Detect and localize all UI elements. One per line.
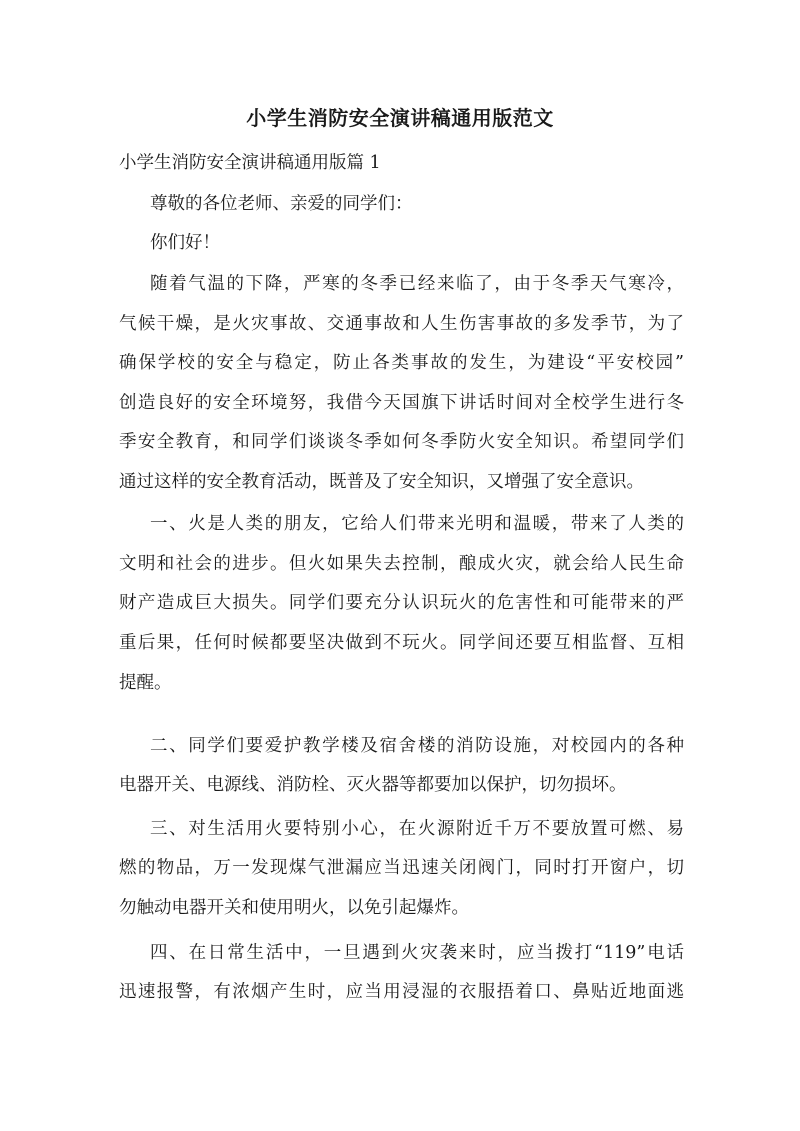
paragraph-line: 提醒。 — [119, 673, 172, 693]
paragraph-line: 二、同学们要爱护教学楼及宿舍楼的消防设施，对校园内的各种 — [150, 736, 684, 756]
paragraph-line: 重后果，任何时候都要坚决做到不玩火。同学间还要互相监督、互相 — [119, 633, 684, 653]
paragraph-line: 三、对生活用火要特别小心，在火源附近千万不要放置可燃、易 — [150, 819, 684, 839]
paragraph-line: 确保学校的安全与稳定，防止各类事故的发生，为建设“平安校园” — [119, 353, 684, 373]
paragraph-line: 文明和社会的进步。但火如果失去控制，酿成火灾，就会给人民生命 — [119, 554, 684, 574]
section-heading: 小学生消防安全演讲稿通用版篇 1 — [119, 153, 381, 173]
paragraph-line: 气候干燥，是火灾事故、交通事故和人生伤害事故的多发季节，为了 — [119, 314, 684, 334]
page-title: 小学生消防安全演讲稿通用版范文 — [246, 106, 554, 130]
paragraph-line: 电器开关、电源线、消防栓、灭火器等都要加以保护，切勿损坏。 — [119, 775, 627, 795]
paragraph-line: 四、在日常生活中，一旦遇到火灾袭来时，应当拨打“119”电话 — [150, 943, 684, 963]
paragraph-line: 勿触动电器开关和使用明火，以免引起爆炸。 — [119, 898, 469, 918]
paragraph-line: 财产造成巨大损失。同学们要充分认识玩火的危害性和可能带来的严 — [119, 593, 684, 613]
salutation: 尊敬的各位老师、亲爱的同学们： — [150, 194, 413, 214]
paragraph-line: 燃的物品，万一发现煤气泄漏应当迅速关闭阀门，同时打开窗户，切 — [119, 858, 684, 878]
paragraph-line: 一、火是人类的朋友，它给人们带来光明和温暖，带来了人类的 — [150, 514, 684, 534]
paragraph-line: 随着气温的下降，严寒的冬季已经来临了，由于冬季天气寒冷， — [150, 274, 684, 294]
paragraph-line: 创造良好的安全环境努，我借今天国旗下讲话时间对全校学生进行冬 — [119, 393, 684, 413]
paragraph-line: 通过这样的安全教育活动，既普及了安全知识，又增强了安全意识。 — [119, 472, 644, 492]
paragraph-line: 迅速报警，有浓烟产生时，应当用浸湿的衣服捂着口、鼻贴近地面逃 — [119, 982, 684, 1002]
paragraph-line: 季安全教育，和同学们谈谈冬季如何冬季防火安全知识。希望同学们 — [119, 432, 684, 452]
greeting: 你们好！ — [150, 233, 220, 253]
